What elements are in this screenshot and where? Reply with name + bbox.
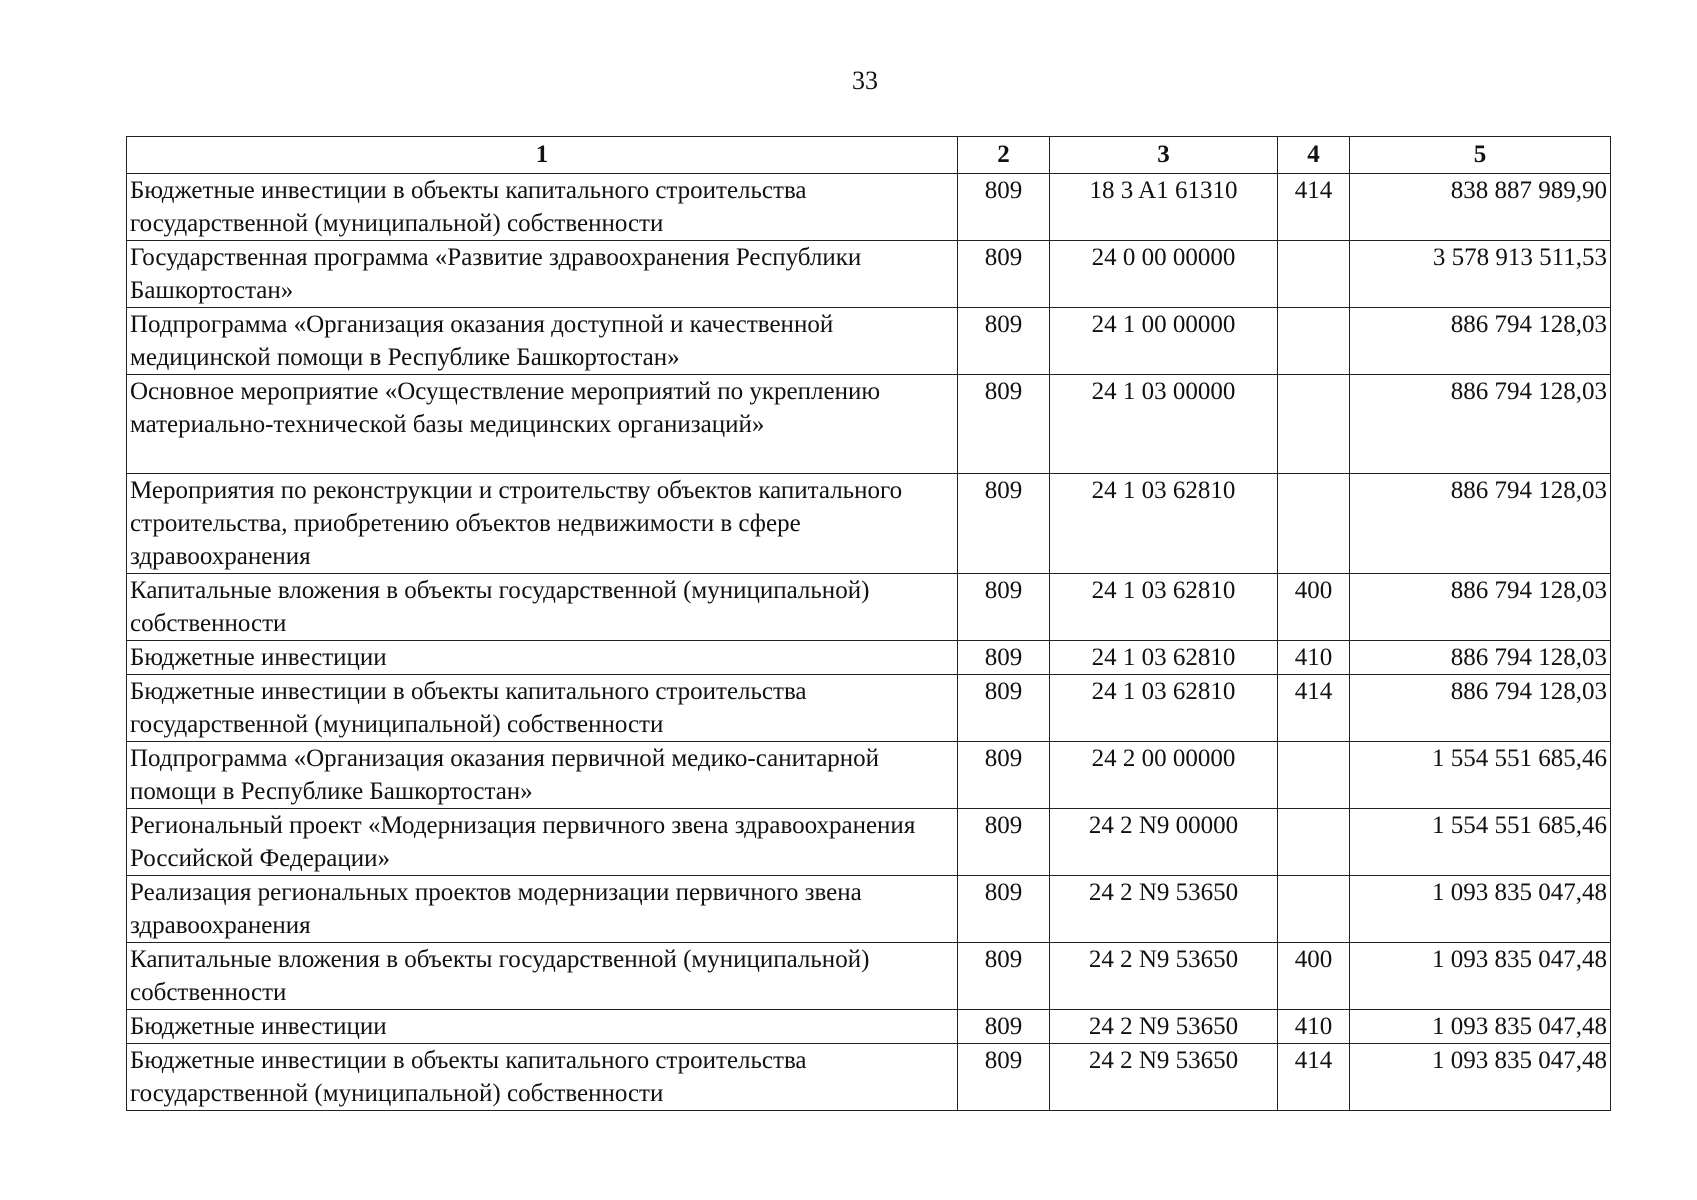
column-header-1: 1 xyxy=(127,137,958,174)
cell-amount: 886 794 128,03 xyxy=(1350,308,1611,375)
table-row xyxy=(127,876,1611,943)
cell-amount: 1 554 551 685,46 xyxy=(1350,742,1611,809)
cell-expense-type xyxy=(1278,742,1350,809)
cell-expense-type xyxy=(1278,375,1350,474)
column-header-4: 4 xyxy=(1278,137,1350,174)
column-header-3: 3 xyxy=(1050,137,1278,174)
cell-ministry: 809 xyxy=(958,1044,1050,1111)
cell-ministry: 809 xyxy=(958,876,1050,943)
cell-target-article: 24 1 03 62810 xyxy=(1050,675,1278,742)
cell-amount: 886 794 128,03 xyxy=(1350,375,1611,474)
cell-ministry: 809 xyxy=(958,809,1050,876)
cell-expense-type: 414 xyxy=(1278,675,1350,742)
cell-name: Мероприятия по реконструкции и строительству объектов капитального строительства, приобретению объектов недвижимости в сфере здравоохранения xyxy=(127,474,958,574)
cell-name: Капитальные вложения в объекты государственной (муниципальной) собственности xyxy=(127,943,958,1010)
cell-expense-type: 410 xyxy=(1278,1010,1350,1044)
cell-amount: 1 093 835 047,48 xyxy=(1350,1010,1611,1044)
cell-target-article: 18 3 A1 61310 xyxy=(1050,174,1278,241)
cell-expense-type: 400 xyxy=(1278,574,1350,641)
table-row xyxy=(127,742,1611,809)
cell-ministry: 809 xyxy=(958,474,1050,574)
cell-target-article: 24 2 N9 00000 xyxy=(1050,809,1278,876)
cell-ministry: 809 xyxy=(958,943,1050,1010)
table-row xyxy=(127,809,1611,876)
table-row xyxy=(127,375,1611,474)
cell-name: Бюджетные инвестиции в объекты капитального строительства государственной (муниципальной) собственности xyxy=(127,1044,958,1111)
cell-name: Реализация региональных проектов модернизации первичного звена здравоохранения xyxy=(127,876,958,943)
cell-ministry: 809 xyxy=(958,675,1050,742)
table-row xyxy=(127,1044,1611,1111)
table-row xyxy=(127,641,1611,675)
cell-expense-type: 414 xyxy=(1278,174,1350,241)
cell-ministry: 809 xyxy=(958,375,1050,474)
cell-name: Бюджетные инвестиции в объекты капитального строительства государственной (муниципальной) собственности xyxy=(127,675,958,742)
cell-name: Подпрограмма «Организация оказания первичной медико-санитарной помощи в Республике Башкортостан» xyxy=(127,742,958,809)
table-row xyxy=(127,574,1611,641)
cell-target-article: 24 2 N9 53650 xyxy=(1050,1044,1278,1111)
cell-amount: 886 794 128,03 xyxy=(1350,641,1611,675)
table-row xyxy=(127,174,1611,241)
cell-name: Капитальные вложения в объекты государственной (муниципальной) собственности xyxy=(127,574,958,641)
cell-expense-type xyxy=(1278,308,1350,375)
cell-target-article: 24 0 00 00000 xyxy=(1050,241,1278,308)
cell-target-article: 24 1 00 00000 xyxy=(1050,308,1278,375)
cell-expense-type: 410 xyxy=(1278,641,1350,675)
cell-target-article: 24 1 03 62810 xyxy=(1050,641,1278,675)
table-row xyxy=(127,308,1611,375)
cell-target-article: 24 2 N9 53650 xyxy=(1050,1010,1278,1044)
cell-ministry: 809 xyxy=(958,641,1050,675)
page-number: 33 xyxy=(852,66,878,95)
cell-target-article: 24 2 N9 53650 xyxy=(1050,943,1278,1010)
cell-amount: 1 093 835 047,48 xyxy=(1350,876,1611,943)
cell-target-article: 24 1 03 62810 xyxy=(1050,574,1278,641)
column-header-5: 5 xyxy=(1350,137,1611,174)
cell-ministry: 809 xyxy=(958,1010,1050,1044)
cell-ministry: 809 xyxy=(958,574,1050,641)
cell-amount: 1 093 835 047,48 xyxy=(1350,943,1611,1010)
cell-ministry: 809 xyxy=(958,742,1050,809)
cell-amount: 886 794 128,03 xyxy=(1350,474,1611,574)
cell-target-article: 24 2 00 00000 xyxy=(1050,742,1278,809)
cell-amount: 3 578 913 511,53 xyxy=(1350,241,1611,308)
budget-table xyxy=(126,136,1611,1111)
cell-expense-type: 414 xyxy=(1278,1044,1350,1111)
column-header-2: 2 xyxy=(958,137,1050,174)
cell-name: Основное мероприятие «Осуществление мероприятий по укреплению материально-технической базы медицинских организаций» xyxy=(127,375,958,474)
cell-name: Подпрограмма «Организация оказания доступной и качественной медицинской помощи в Республике Башкортостан» xyxy=(127,308,958,375)
table-header-row xyxy=(127,137,1611,174)
cell-expense-type xyxy=(1278,876,1350,943)
cell-name: Бюджетные инвестиции xyxy=(127,1010,958,1044)
table-body xyxy=(127,174,1611,1111)
cell-amount: 886 794 128,03 xyxy=(1350,574,1611,641)
cell-ministry: 809 xyxy=(958,308,1050,375)
table-row xyxy=(127,943,1611,1010)
cell-target-article: 24 1 03 62810 xyxy=(1050,474,1278,574)
cell-name: Государственная программа «Развитие здравоохранения Республики Башкортостан» xyxy=(127,241,958,308)
cell-name: Региональный проект «Модернизация первичного звена здравоохранения Российской Федерации» xyxy=(127,809,958,876)
table-row xyxy=(127,1010,1611,1044)
cell-ministry: 809 xyxy=(958,241,1050,308)
cell-expense-type xyxy=(1278,474,1350,574)
cell-amount: 886 794 128,03 xyxy=(1350,675,1611,742)
cell-expense-type xyxy=(1278,241,1350,308)
cell-amount: 838 887 989,90 xyxy=(1350,174,1611,241)
cell-amount: 1 093 835 047,48 xyxy=(1350,1044,1611,1111)
cell-amount: 1 554 551 685,46 xyxy=(1350,809,1611,876)
cell-expense-type: 400 xyxy=(1278,943,1350,1010)
table-row xyxy=(127,675,1611,742)
cell-name: Бюджетные инвестиции в объекты капитального строительства государственной (муниципальной) собственности xyxy=(127,174,958,241)
cell-target-article: 24 2 N9 53650 xyxy=(1050,876,1278,943)
cell-expense-type xyxy=(1278,809,1350,876)
cell-ministry: 809 xyxy=(958,174,1050,241)
cell-name: Бюджетные инвестиции xyxy=(127,641,958,675)
table-row xyxy=(127,241,1611,308)
cell-target-article: 24 1 03 00000 xyxy=(1050,375,1278,474)
table-row xyxy=(127,474,1611,574)
